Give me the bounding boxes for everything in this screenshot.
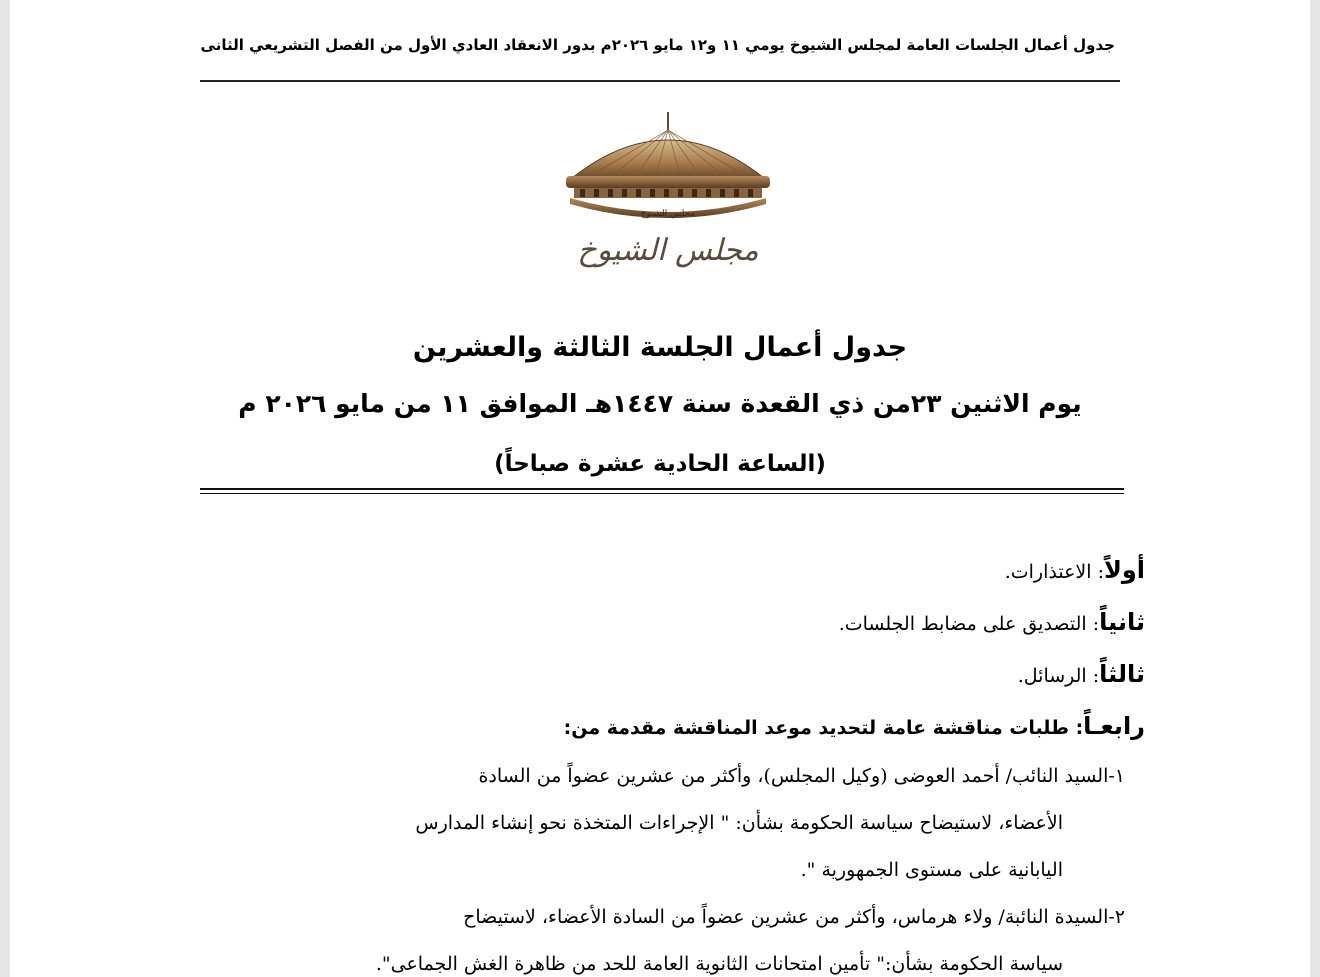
agenda-item-third bbox=[190, 649, 1145, 701]
running-header: جدول أعمال الجلسات العامة لمجلس الشيوخ يومي ١١ و١٢ مايو ٢٠٢٦م بدور الانعقاد العادي الأول من الفصل التشريعي الثانى bbox=[200, 36, 1115, 54]
session-date: يوم الاثنين ٢٣من ذي القعدة سنة ١٤٤٧هـ الموافق ١١ من مايو ٢٠٢٦ م bbox=[238, 389, 1082, 418]
request-line: السيدة النائبة/ ولاء هرماس، وأكثر من عشرين عضواً من السادة الأعضاء، لاستيضاح bbox=[463, 906, 1109, 928]
agenda-list bbox=[190, 545, 1145, 977]
header-rule bbox=[200, 80, 1120, 82]
request-number: ٢- bbox=[1108, 906, 1125, 928]
senate-logo bbox=[550, 108, 770, 278]
agenda-item-first bbox=[190, 545, 1145, 597]
request-line: الأعضاء، لاستيضاح سياسة الحكومة بشأن: " الإجراءات المتخذة نحو إنشاء المدارس bbox=[415, 812, 1063, 834]
agenda-text: : التصديق على مضابط الجلسات. bbox=[838, 613, 1100, 635]
agenda-text: : الاعتذارات. bbox=[1004, 561, 1104, 583]
agenda-text: : الرسائل. bbox=[1017, 665, 1100, 687]
request-line: سياسة الحكومة بشأن:" تأمين امتحانات الثانوية العامة للحد من ظاهرة الغش الجماعى". bbox=[375, 953, 1063, 975]
senate-dome-icon bbox=[550, 108, 770, 278]
title-divider bbox=[200, 488, 1124, 494]
request-number: ١- bbox=[1108, 765, 1125, 787]
request-line: اليابانية على مستوى الجمهورية ". bbox=[800, 859, 1063, 881]
svg-text:مجلس الشيوخ: مجلس الشيوخ bbox=[577, 233, 759, 268]
request-item-1 bbox=[200, 753, 1125, 894]
agenda-item-second bbox=[190, 597, 1145, 649]
session-title-block bbox=[200, 322, 1120, 494]
agenda-ordinal: ثالثاً bbox=[1099, 660, 1145, 688]
session-time: (الساعة الحادية عشرة صباحاً) bbox=[494, 451, 826, 477]
document-page bbox=[10, 0, 1310, 977]
agenda-text: : طلبات مناقشة عامة لتحديد موعد المناقشة مقدمة من: bbox=[563, 717, 1084, 739]
agenda-ordinal: أولاً bbox=[1103, 556, 1145, 584]
agenda-ordinal: رابعـاً bbox=[1083, 712, 1145, 740]
session-title: جدول أعمال الجلسة الثالثة والعشرين bbox=[412, 332, 908, 363]
agenda-item-fourth bbox=[190, 701, 1145, 753]
request-line: السيد النائب/ أحمد العوضى (وكيل المجلس)، وأكثر من عشرين عضواً من السادة bbox=[478, 765, 1109, 787]
svg-text:مجلس الشيوخ: مجلس الشيوخ bbox=[640, 209, 696, 219]
request-item-2 bbox=[200, 894, 1125, 977]
agenda-ordinal: ثانياً bbox=[1099, 608, 1145, 636]
